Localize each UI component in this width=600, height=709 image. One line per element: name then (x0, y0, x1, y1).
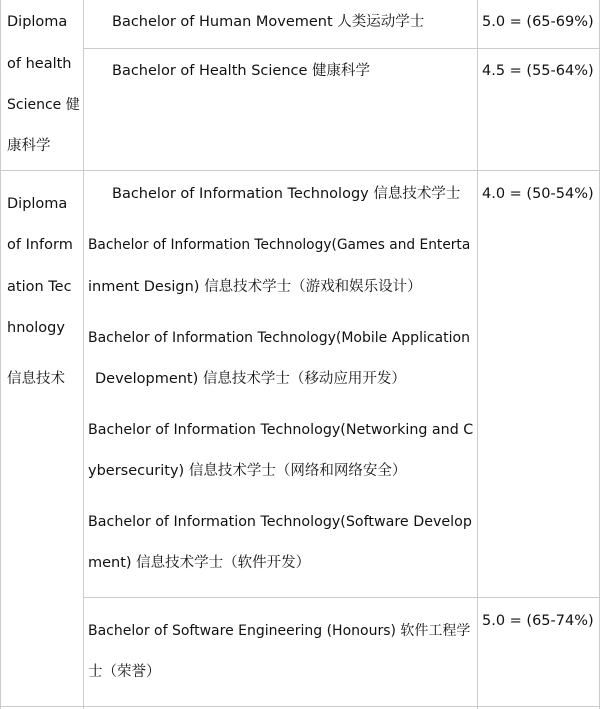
score-value: 5.0 = (65-74%) (482, 613, 594, 629)
degree-name: Bachelor of Information Technology(Networking and C (88, 422, 474, 438)
degree-name: Bachelor of Human Movement 人类运动学士 (112, 14, 425, 30)
diploma-label-line: Science 健 (7, 97, 80, 113)
degree-name: Bachelor of Information Technology(Mobile Application (88, 330, 470, 346)
row-divider-3 (84, 597, 599, 598)
row-divider-2 (0, 170, 599, 171)
degree-name: Bachelor of Information Technology(Software Develop (88, 514, 472, 530)
table-divider-col1 (83, 0, 84, 709)
score-value: 5.0 = (65-69%) (482, 14, 594, 30)
diploma-label-line: 信息技术 (7, 371, 65, 387)
degree-name: Bachelor of Information Technology 信息技术学士 (112, 186, 461, 202)
degree-name-continuation: ment) 信息技术学士（软件开发） (88, 555, 311, 571)
diploma-label-line: Diploma (7, 196, 68, 212)
degree-name: Bachelor of Software Engineering (Honours) 软件工程学 (88, 623, 471, 639)
row-divider-1 (84, 48, 599, 49)
diploma-label-line: ation Tec (7, 279, 72, 295)
table-border-bottom (0, 706, 599, 707)
diploma-label-line: of health (7, 56, 72, 72)
degree-name-continuation: ybersecurity) 信息技术学士（网络和网络安全） (88, 463, 407, 479)
score-value: 4.0 = (50-54%) (482, 186, 594, 202)
degree-name: Bachelor of Health Science 健康科学 (112, 63, 371, 79)
diploma-label-line: Diploma (7, 14, 68, 30)
degree-name-continuation: inment Design) 信息技术学士（游戏和娱乐设计） (88, 279, 422, 295)
degree-name-continuation: 士（荣誉） (88, 664, 161, 680)
degree-name-continuation: Development) 信息技术学士（移动应用开发） (95, 371, 406, 387)
diploma-label-line: of Inform (7, 237, 73, 253)
degree-name: Bachelor of Information Technology(Games and Enterta (88, 237, 471, 253)
table-divider-col2 (477, 0, 478, 709)
diploma-label-line: 康科学 (7, 138, 51, 154)
diploma-label-line: hnology (7, 320, 65, 336)
score-value: 4.5 = (55-64%) (482, 63, 594, 79)
table-border-left (0, 0, 1, 709)
